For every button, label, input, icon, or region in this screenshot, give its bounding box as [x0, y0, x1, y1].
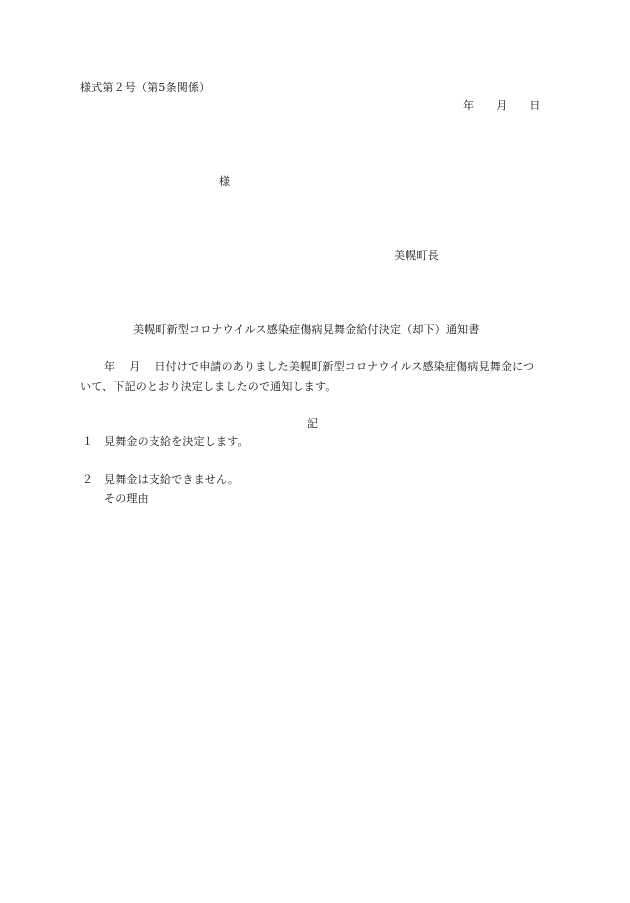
reason-label: その理由	[104, 492, 149, 505]
body-month-label: 月	[129, 360, 141, 373]
document-title: 美幌町新型コロナウイルス感染症傷病見舞金給付決定（却下）通知書	[133, 323, 480, 336]
date-day-label: 日	[529, 99, 541, 112]
ki-heading: 記	[307, 417, 319, 430]
date-line	[463, 100, 541, 111]
body-line-1	[104, 361, 534, 372]
addressee-suffix: 様	[219, 175, 231, 188]
item-1-text: 見舞金の支給を決定します。	[104, 435, 249, 448]
date-month-label: 月	[496, 99, 508, 112]
form-number: 様式第２号（第5条関係）	[80, 81, 211, 94]
body-line-2: いて、下記のとおり決定しましたので通知します。	[80, 380, 337, 393]
issuer-name: 美幌町長	[394, 249, 439, 262]
body-line-1-text: 日付けで申請のありました美幌町新型コロナウイルス感染症傷病見舞金につ	[154, 360, 535, 373]
date-year-label: 年	[463, 99, 475, 112]
body-year-label: 年	[104, 360, 116, 373]
item-2-number: ２	[82, 473, 94, 486]
item-1-number: １	[82, 435, 94, 448]
item-2-text: 見舞金は支給できません。	[104, 473, 240, 486]
